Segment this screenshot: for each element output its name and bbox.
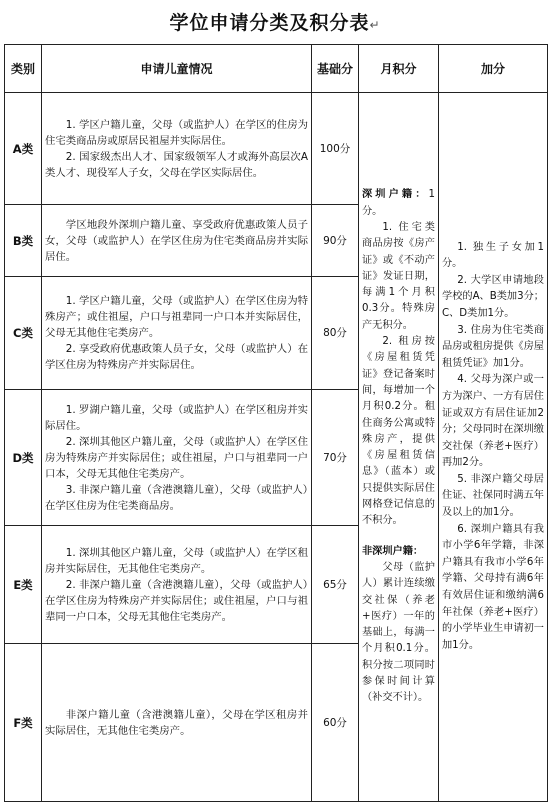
condition-text: 1. 罗湖户籍儿童，父母（或监护人）在学区租房并实际居住。: [45, 403, 308, 432]
condition-text: 2. 深圳其他区户籍儿童，父母（或监护人）在学区住房为特殊房产并实际居住；或住祖屋，户口与祖辈同一户口本，父母无其他住宅类房产。: [45, 435, 308, 480]
header-conditions: 申请儿童情况: [42, 45, 312, 93]
bonus-item: 1. 独生子女加1分。: [442, 241, 544, 270]
base-score-cell: 70分: [312, 390, 359, 526]
condition-text: 1. 学区户籍儿童，父母（或监护人）在学区的住房为住宅类商品房或原居民祖屋并实际居住。: [45, 118, 308, 147]
condition-text: 学区地段外深圳户籍儿童、享受政府优惠政策人员子女，父母（或监护人）在学区住房为住宅类商品房并实际居住。: [45, 218, 308, 263]
category-cell: A类: [5, 93, 42, 205]
header-base: 基础分: [312, 45, 359, 93]
category-cell: D类: [5, 390, 42, 526]
base-score-cell: 100分: [312, 93, 359, 205]
header-category: 类别: [5, 45, 42, 93]
category-cell: B类: [5, 205, 42, 277]
condition-text: 2. 享受政府优惠政策人员子女，父母（或监护人）在学区住房为特殊房产并实际居住。: [45, 343, 308, 371]
condition-text: 1. 深圳其他区户籍儿童，父母（或监护人）在学区租房并实际居住，无其他住宅类房产。: [45, 546, 308, 575]
shenzhen-intro: 1分。: [362, 189, 435, 217]
header-bonus: 加分: [439, 45, 548, 93]
condition-text: 3. 非深户籍儿童（含港澳籍儿童），父母（或监护人）在学区住房为住宅类商品房。: [45, 483, 308, 512]
shenzhen-item: 2. 租房按《房屋租赁凭证》登记备案时间，每增加一个月积0.2分。租住商务公寓或特殊房产，提供《房屋租赁信息》（蓝本）或只提供实际居住网格登记信息的不积分。: [362, 336, 435, 527]
condition-text: 2. 国家级杰出人才、国家级领军人才或海外高层次A类人才、现役军人子女，父母在学区实际居住。: [45, 150, 308, 179]
bonus-cell: [439, 93, 548, 802]
nonshenzhen-heading: 非深圳户籍：: [362, 545, 424, 557]
bonus-item: 5. 非深户籍父母居住证、社保同时满五年及以上的加1分。: [442, 473, 544, 519]
header-row: [5, 45, 548, 93]
conditions-cell: [42, 93, 312, 205]
score-table: [4, 44, 548, 802]
nonshenzhen-text: 父母（监护人）累计连续缴交社保（养老+医疗）一年的基础上，每满一个月积0.1分。积分按二项同时参保时间计算（补交不计）。: [362, 561, 435, 704]
return-mark: ↵: [369, 18, 381, 32]
base-score-cell: 60分: [312, 644, 359, 802]
conditions-cell: [42, 277, 312, 390]
base-score-cell: 80分: [312, 277, 359, 390]
conditions-cell: [42, 526, 312, 644]
bonus-item: 4. 父母为深户或一方为深户、一方有居住证或双方有居住证加2分；父母同时在深圳缴交社保（养老+医疗）再加2分。: [442, 374, 544, 469]
table-row: [5, 93, 548, 205]
header-monthly: 月积分: [359, 45, 439, 93]
conditions-cell: [42, 644, 312, 802]
conditions-cell: [42, 205, 312, 277]
category-cell: F类: [5, 644, 42, 802]
conditions-cell: [42, 390, 312, 526]
bonus-item: 6. 深圳户籍具有我市小学6年学籍，非深户籍具有我市小学6年学籍、父母持有满6年有效居住证和缴纳满6年社保（养老+医疗）的小学毕业生申请初一加1分。: [442, 523, 544, 651]
condition-text: 1. 学区户籍儿童，父母（或监护人）在学区住房为特殊房产；或住祖屋，户口与祖辈同一户口本并实际居住，父母无其他住宅类房产。: [45, 295, 308, 339]
monthly-points-cell: [359, 93, 439, 802]
bonus-item: 3. 住房为住宅类商品房或租房提供《房屋租赁凭证》加1分。: [442, 324, 544, 369]
category-cell: C类: [5, 277, 42, 390]
condition-text: 2. 非深户籍儿童（含港澳籍儿童），父母（或监护人）在学区住房为特殊房产并实际居住；或住祖屋，户口与祖辈同一户口本，父母无其他住宅类房产。: [45, 578, 308, 623]
page-title: 学位申请分类及积分表↵: [169, 12, 381, 34]
shenzhen-heading: 深圳户籍：: [362, 189, 429, 201]
category-cell: E类: [5, 526, 42, 644]
base-score-cell: 90分: [312, 205, 359, 277]
bonus-item: 2. 大学区申请地段学校的A、B类加3分；C、D类加1分。: [442, 274, 544, 319]
shenzhen-item: 1. 住宅类商品房按《房产证》或《不动产证》发证日期，每满1个月积0.3分。特殊房产无积分。: [362, 221, 435, 331]
base-score-cell: 65分: [312, 526, 359, 644]
condition-text: 非深户籍儿童（含港澳籍儿童），父母在学区租房并实际居住，无其他住宅类房产。: [45, 708, 308, 737]
